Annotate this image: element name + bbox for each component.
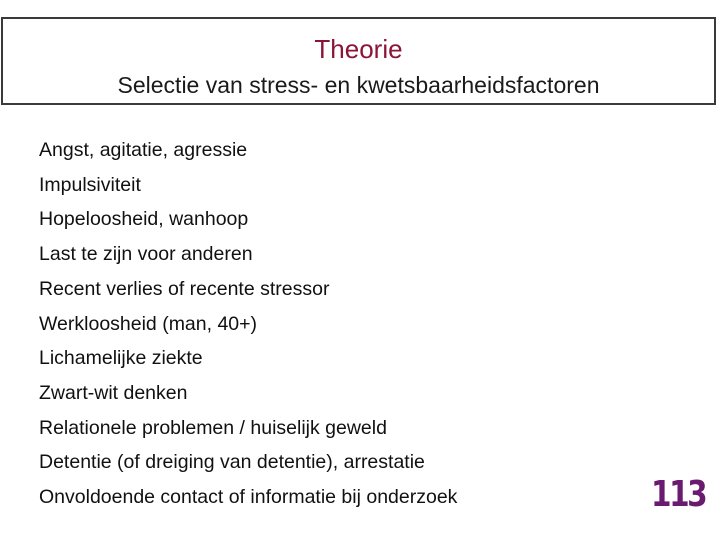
factor-list bbox=[39, 133, 457, 515]
slide-subtitle: Selectie van stress- en kwetsbaarheidsfactoren bbox=[117, 72, 600, 98]
list-item: Zwart-wit denken bbox=[39, 381, 188, 404]
list-item: Hopeloosheid, wanhoop bbox=[39, 208, 249, 231]
logo-mark: 113 bbox=[651, 474, 706, 515]
list-item: Angst, agitatie, agressie bbox=[39, 139, 248, 161]
list-item: Onvoldoende contact of informatie bij onderzoek bbox=[39, 486, 458, 509]
list-item: Recent verlies of recente stressor bbox=[39, 277, 330, 300]
list-item: Relationele problemen / huiselijk geweld bbox=[39, 416, 387, 439]
list-item: Impulsiviteit bbox=[39, 173, 141, 196]
logo-113 bbox=[651, 473, 706, 528]
list-item: Last te zijn voor anderen bbox=[39, 243, 253, 266]
slide-title: Theorie bbox=[314, 34, 403, 64]
list-item: Detentie (of dreiging van detentie), arrestatie bbox=[39, 451, 425, 474]
list-item: Werkloosheid (man, 40+) bbox=[39, 312, 258, 335]
title-box bbox=[1, 17, 716, 105]
list-item: Lichamelijke ziekte bbox=[39, 347, 203, 370]
